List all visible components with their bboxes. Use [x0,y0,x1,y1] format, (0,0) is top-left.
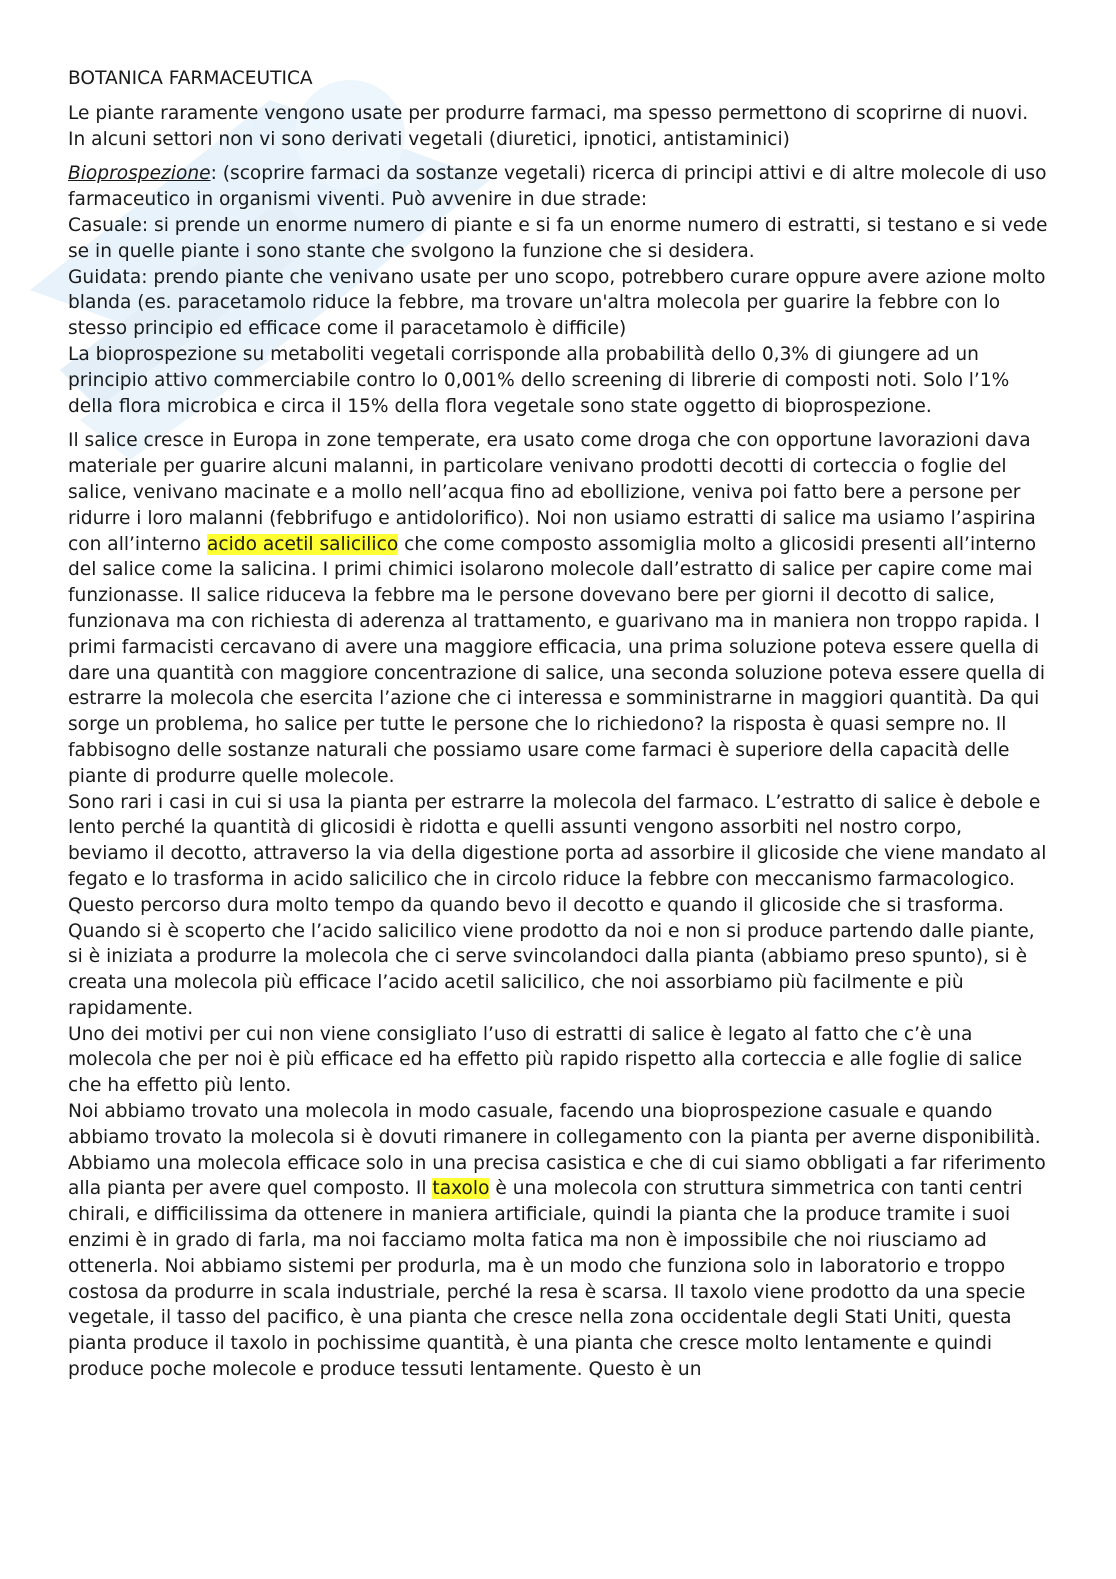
document-title: BOTANICA FARMACEUTICA [68,68,313,89]
bioprospezione-term: Bioprospezione [68,163,211,185]
taxolo-text-before: Noi abbiamo trovato una molecola in modo casuale, facendo una bioprospezione casuale e quando abbiamo trovato la molecola si è dovuti rimanere in collegamento con la pianta per averne disponibilità. Abbiamo una molecola efficace solo in una precisa casistica e che di cui siamo obbligati a far riferimento alla pianta per avere quel composto. Il [68,1101,1046,1200]
rari-paragraph: Sono rari i casi in cui si usa la pianta per estrarre la molecola del farmaco. L’estratto di salice è debole e lento perché la quantità di glicosidi è ridotta e quelli assunti vengono assorbiti nel nostro corpo, beviamo il decotto, attraverso la via della digestione porta ad assorbire il glicoside che viene mandato al fegato e lo trasforma in acido salicilico che in circolo riduce la febbre con meccanismo farmacologico. Questo percorso dura molto tempo da quando bevo il decotto e quando il glicoside che si trasforma. Quando si è scoperto che l’acido salicilico viene prodotto da noi e non si produce partendo dalle piante, si è iniziata a produrre la molecola che ci serve svincolandoci dalla pianta (abbiamo preso spunto), si è creata una molecola più efficace l’acido acetil salicilico, che noi assorbiamo più facilmente e più rapidamente. [68,791,1047,1019]
taxolo-text-after: è una molecola con struttura simmetrica con tanti centri chirali, e difficilissima da ottenere in maniera artificiale, quindi la pianta che la produce tramite i suoi enzimi è in grado di farla, ma noi facciamo molta fatica ma non è impossibile che noi riusciamo ad ottenerla. Noi abbiamo sistemi per produrla, ma è un modo che funziona solo in laboratorio e troppo costosa da produrre in scala industriale, perché la resa è scarsa. Il taxolo viene prodotto da una specie vegetale, il tasso del pacifico, è una pianta che cresce nella zona occidentale degli Stati Uniti, questa pianta produce il taxolo in pochissime quantità, è una pianta che cresce molto lentamente e quindi produce poche molecole e produce tessuti lentamente. Questo è un [68,1178,1026,1381]
taxolo-paragraph [68,1099,1048,1383]
probabilita-line: La bioprospezione su metaboliti vegetali corrisponde alla probabilità dello 0,3% di giungere ad un principio attivo commerciabile contro lo 0,001% dello screening di librerie di composti noti. Solo l’1% della flora microbica e circa il 15% della flora vegetale sono state oggetto di bioprospezione. [68,343,1010,417]
salice-text-before: Il salice cresce in Europa in zone temperate, era usato come droga che con opportune lavorazioni dava materiale per guarire alcuni malanni, in particolare venivano prodotti decotti di corteccia o foglie del salice, venivano macinate e a mollo nell’acqua fino ad ebollizione, veniva poi fatto bere a persone per ridurre i loro malanni (febbrifugo e antidolorifico). Noi non usiamo estratti di salice ma usiamo l’aspirina con all’interno [68,430,1036,555]
guidata-line: Guidata: prendo piante che venivano usate per uno scopo, potrebbero curare oppure avere azione molto blanda (es. paracetamolo riduce la febbre, ma trovare un'altra molecola per guarire la febbre con lo stesso principio ed efficace come il paracetamolo è difficile) [68,266,1046,340]
salice-paragraph [68,428,1048,789]
document-page [68,66,1048,1383]
motivi-paragraph: Uno dei motivi per cui non viene consigliato l’uso di estratti di salice è legato al fatto che c’è una molecola che per noi è più efficace ed ha effetto più rapido rispetto alla corteccia e alle foglie di salice che ha effetto più lento. [68,1023,1023,1097]
salice-text-after: che come composto assomiglia molto a glicosidi presenti all’interno del salice come la salicina. I primi chimici isolarono molecole dall’estratto di salice per capire come mai funzionasse. Il salice riduceva la febbre ma le persone dovevano bere per giorni il decotto di salice, funzionava ma con richiesta di aderenza al trattamento, e guarivano ma in maniera non troppo rapida. I primi farmacisti cercavano di avere una maggiore efficacia, una prima soluzione poteva essere quella di dare una quantità con maggiore concentrazione di salice, una seconda soluzione poteva essere quella di estrarre la molecola che esercita l’azione che ci interessa e somministrarne in maggiori quantità. Da qui sorge un problema, ho salice per tutte le persone che lo richiedono? la risposta è quasi sempre no. Il fabbisogno delle sostanze naturali che possiamo usare come farmaci è superiore della capacità delle piante di produrre quelle molecole. [68,533,1046,787]
bioprospezione-definition-text: : (scoprire farmaci da sostanze vegetali) ricerca di principi attivi e di altre molecole di uso farmaceutico in organismi viventi. Può avvenire in due strade: [68,163,1047,211]
intro-paragraph: Le piante raramente vengono usate per produrre farmaci, ma spesso permettono di scoprirne di nuovi. In alcuni settori non vi sono derivati vegetali (diuretici, ipnotici, antistaminici) [68,102,1029,150]
casuale-line: Casuale: si prende un enorme numero di piante e si fa un enorme numero di estratti, si testano e si vede se in quelle piante i sono stante che svolgono la funzione che si desidera. [68,214,1048,262]
bioprospezione-definition [68,161,1048,213]
highlight-acido-acetil-salicilico: acido acetil salicilico [207,533,399,555]
highlight-taxolo: taxolo [432,1178,490,1200]
